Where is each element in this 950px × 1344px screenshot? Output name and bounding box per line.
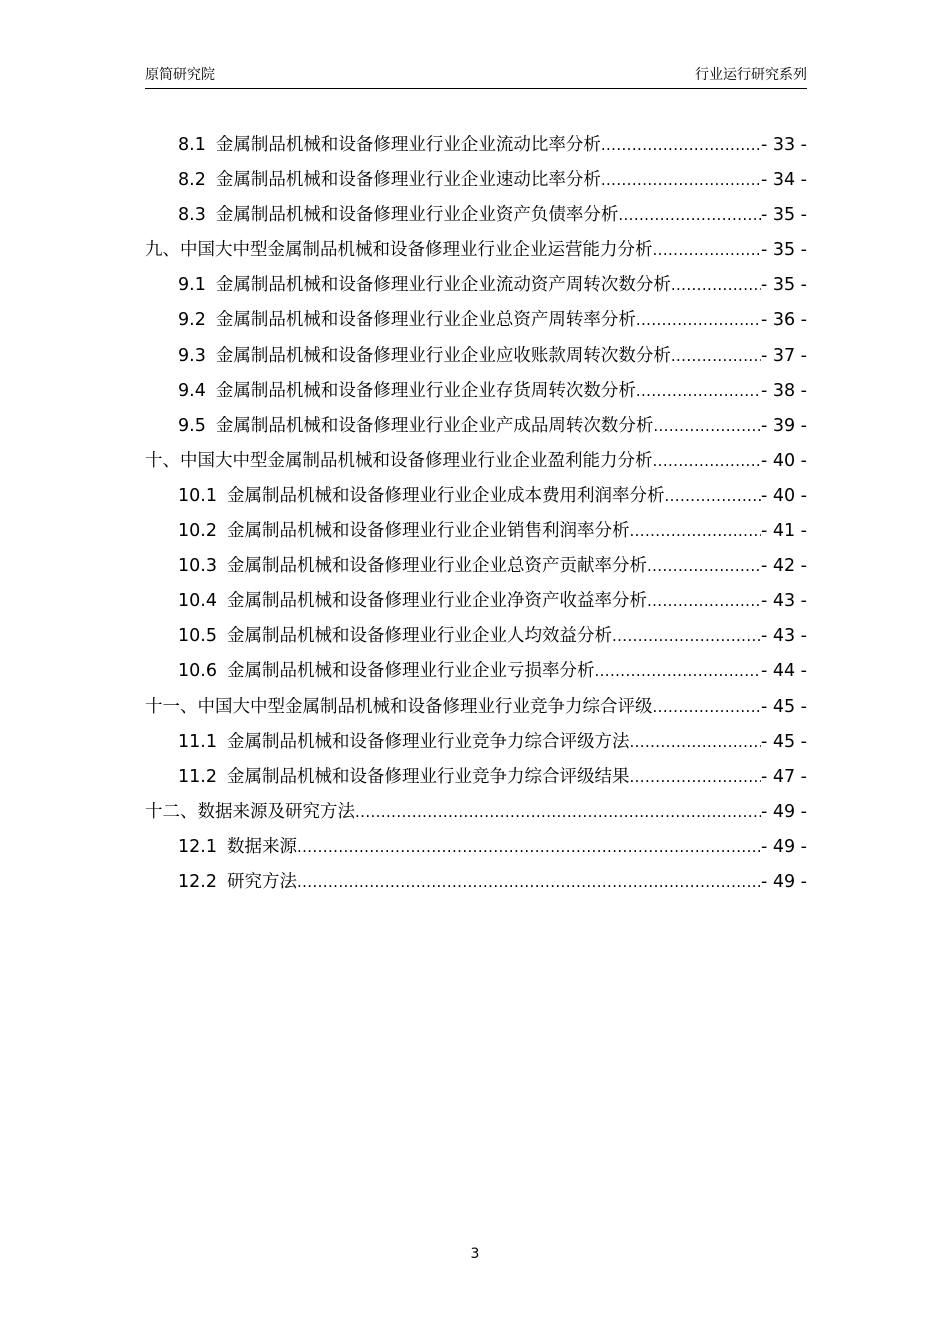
toc-entry-title: 金属制品机械和设备修理业行业企业流动资产周转次数分析 [215,275,671,296]
toc-entry-page: - 43 - [760,591,807,612]
toc-section-entry[interactable] [145,479,807,514]
toc-section-entry[interactable] [145,619,807,654]
toc-entry-number: 10.4 [178,591,217,612]
toc-entry-page: - 49 - [760,871,807,892]
toc-entry-title: 十、中国大中型金属制品机械和设备修理业行业企业盈利能力分析 [145,450,653,471]
toc-section-entry[interactable] [145,163,807,198]
toc-entry-title: 金属制品机械和设备修理业行业企业成本费用利润率分析 [226,485,665,506]
toc-entry-page: - 49 - [760,836,807,857]
toc-entry-page: - 44 - [760,661,807,682]
toc-dot-leader [653,690,761,725]
toc-entry-page: - 49 - [760,801,807,822]
toc-section-entry[interactable] [145,865,807,900]
toc-dot-leader [297,830,761,865]
toc-section-entry[interactable] [145,198,807,233]
toc-entry-title: 金属制品机械和设备修理业行业企业人均效益分析 [226,626,612,647]
toc-dot-leader [629,514,761,549]
toc-entry-number: 10.3 [178,556,217,577]
toc-entry-number: 9.3 [178,345,206,366]
toc-entry-title: 金属制品机械和设备修理业行业企业销售利润率分析 [226,521,630,542]
toc-dot-leader [647,584,761,619]
toc-entry-title: 金属制品机械和设备修理业行业竞争力综合评级结果 [226,766,630,787]
toc-entry-title: 十二、数据来源及研究方法 [145,801,355,822]
toc-entry-title: 研究方法 [226,871,297,892]
toc-entry-page: - 38 - [760,380,807,401]
toc-entry-title: 金属制品机械和设备修理业行业企业资产负债率分析 [215,205,619,226]
toc-entry-page: - 47 - [760,766,807,787]
toc-entry-page: - 35 - [760,240,807,261]
toc-dot-leader [629,725,761,760]
toc-entry-number: 9.4 [178,380,206,401]
toc-entry-title: 金属制品机械和设备修理业行业竞争力综合评级方法 [226,731,630,752]
toc-entry-title: 金属制品机械和设备修理业行业企业流动比率分析 [215,135,601,155]
toc-section-entry[interactable] [145,409,807,444]
toc-entry-title: 金属制品机械和设备修理业行业企业净资产收益率分析 [226,591,647,612]
toc-entry-number: 11.2 [178,766,217,787]
toc-dot-leader [355,795,761,830]
toc-entry-title: 十一、中国大中型金属制品机械和设备修理业行业竞争力综合评级 [145,696,653,717]
toc-chapter-entry[interactable] [145,795,807,830]
toc-section-entry[interactable] [145,128,807,163]
toc-section-entry[interactable] [145,268,807,303]
toc-entry-title: 金属制品机械和设备修理业行业企业总资产周转率分析 [215,310,636,331]
toc-entry-number: 8.2 [178,170,206,191]
toc-entry-number: 10.1 [178,485,217,506]
toc-entry-title: 九、中国大中型金属制品机械和设备修理业行业企业运营能力分析 [145,240,653,261]
toc-entry-number: 9.1 [178,275,206,296]
toc-dot-leader [594,654,761,689]
toc-section-entry[interactable] [145,830,807,865]
toc-entry-title: 金属制品机械和设备修理业行业企业产成品周转次数分析 [215,415,654,436]
toc-dot-leader [664,479,761,514]
toc-entry-title: 金属制品机械和设备修理业行业企业速动比率分析 [215,170,601,191]
header-series-title: 行业运行研究系列 [695,67,807,83]
toc-entry-page: - 40 - [760,450,807,471]
toc-dot-leader [636,374,761,409]
toc-section-entry[interactable] [145,725,807,760]
toc-section-entry[interactable] [145,374,807,409]
toc-section-entry[interactable] [145,339,807,374]
toc-entry-number: 9.2 [178,310,206,331]
toc-section-entry[interactable] [145,760,807,795]
toc-entry-page: - 39 - [760,415,807,436]
toc-dot-leader [653,444,761,479]
toc-dot-leader [653,233,761,268]
toc-entry-number: 9.5 [178,415,206,436]
toc-dot-leader [618,198,761,233]
toc-entry-page: - 36 - [760,310,807,331]
toc-entry-page: - 41 - [760,521,807,542]
toc-entry-number: 12.2 [178,871,217,892]
toc-entry-page: - 40 - [760,485,807,506]
toc-section-entry[interactable] [145,654,807,689]
toc-entry-number: 10.2 [178,521,217,542]
toc-dot-leader [671,268,761,303]
toc-dot-leader [647,549,761,584]
toc-dot-leader [671,339,761,374]
toc-entry-number: 8.3 [178,205,206,226]
toc-chapter-entry[interactable] [145,444,807,479]
toc-entry-page: - 33 - [760,135,807,155]
toc-dot-leader [297,865,761,900]
toc-entry-title: 数据来源 [226,836,297,857]
toc-entry-title: 金属制品机械和设备修理业行业企业应收账款周转次数分析 [215,345,671,366]
toc-chapter-entry[interactable] [145,690,807,725]
toc-entry-title: 金属制品机械和设备修理业行业企业总资产贡献率分析 [226,556,647,577]
toc-section-entry[interactable] [145,303,807,338]
toc-chapter-entry[interactable] [145,233,807,268]
toc-section-entry[interactable] [145,514,807,549]
toc-entry-number: 8.1 [178,135,206,155]
toc-entry-number: 10.5 [178,626,217,647]
toc-dot-leader [601,128,761,163]
table-of-contents [145,128,807,900]
toc-entry-page: - 45 - [760,731,807,752]
toc-dot-leader [636,303,761,338]
toc-section-entry[interactable] [145,549,807,584]
toc-section-entry[interactable] [145,584,807,619]
toc-entry-number: 10.6 [178,661,217,682]
toc-entry-title: 金属制品机械和设备修理业行业企业亏损率分析 [226,661,595,682]
header-organization: 原简研究院 [145,67,215,83]
toc-dot-leader [653,409,761,444]
toc-entry-page: - 42 - [760,556,807,577]
toc-dot-leader [629,760,761,795]
toc-entry-page: - 37 - [760,345,807,366]
toc-entry-page: - 34 - [760,170,807,191]
toc-entry-page: - 35 - [760,275,807,296]
toc-dot-leader [612,619,761,654]
page-header [145,62,807,89]
page-number: 3 [470,1246,480,1262]
toc-entry-page: - 43 - [760,626,807,647]
toc-dot-leader [601,163,761,198]
toc-entry-title: 金属制品机械和设备修理业行业企业存货周转次数分析 [215,380,636,401]
toc-entry-number: 11.1 [178,731,217,752]
toc-entry-page: - 35 - [760,205,807,226]
toc-entry-page: - 45 - [760,696,807,717]
toc-entry-number: 12.1 [178,836,217,857]
